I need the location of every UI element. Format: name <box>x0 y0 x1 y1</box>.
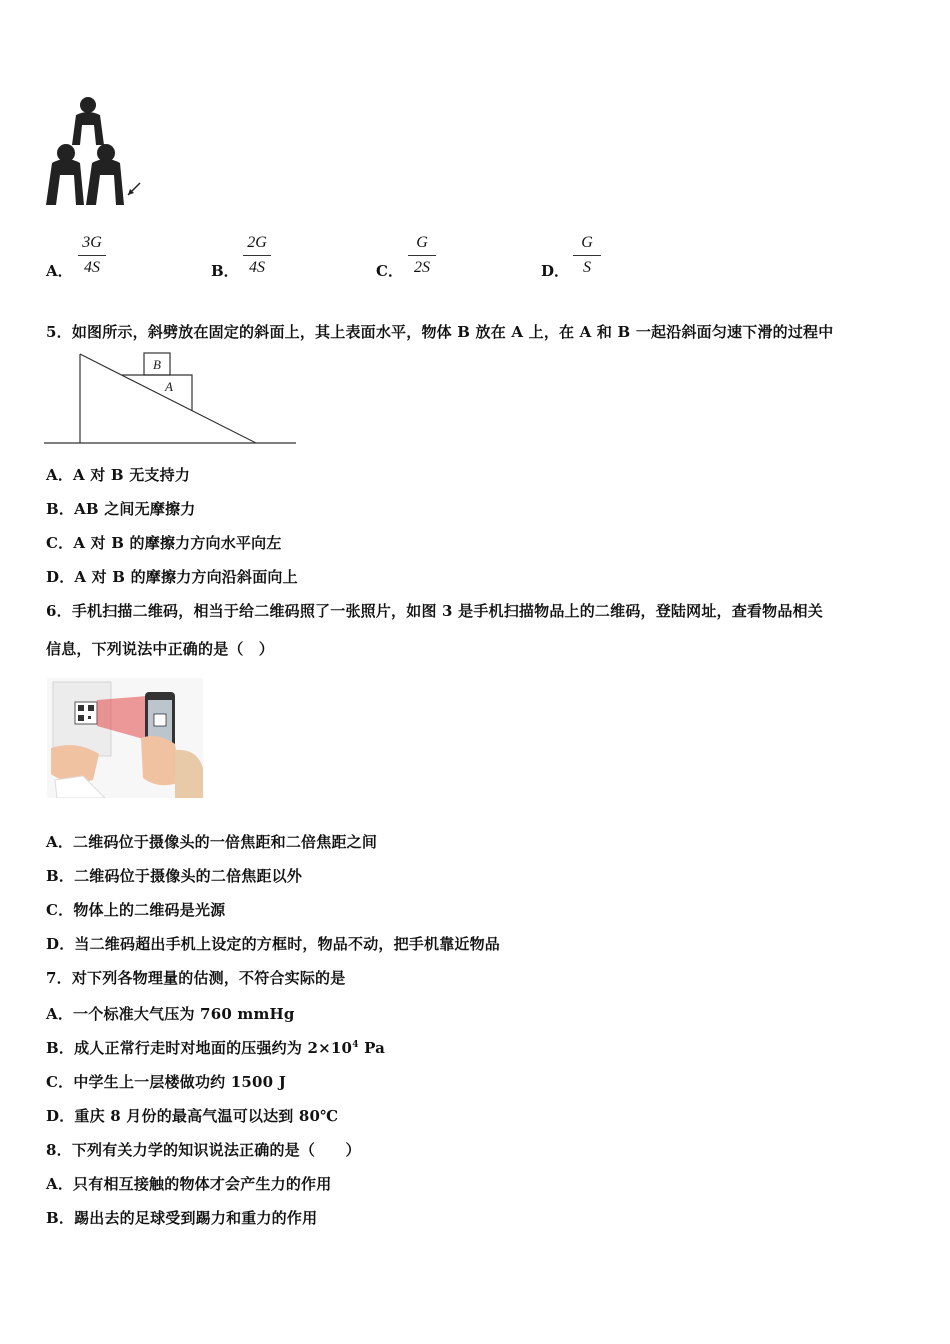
fraction: $\frac{2G}{4S}$ <box>243 234 271 277</box>
human-pyramid-figure <box>40 95 150 210</box>
block-b-label: B <box>153 357 161 372</box>
option-letter: B． <box>211 262 239 280</box>
q7-option-b-text: B．成人正常行走时对地面的压强约为 2×10 <box>46 1039 353 1057</box>
incline-figure <box>44 348 300 448</box>
q6-option-a[interactable]: A．二维码位于摄像头的一倍焦距和二倍焦距之间 <box>46 833 378 851</box>
q8-option-a[interactable]: A．只有相互接触的物体才会产生力的作用 <box>46 1175 332 1193</box>
option-letter: A． <box>46 262 73 280</box>
option-letter: D． <box>541 262 570 280</box>
exponent: 4 <box>352 1040 359 1050</box>
q5-option-b[interactable]: B．AB 之间无摩擦力 <box>46 500 196 518</box>
q7-option-a[interactable]: A．一个标准大气压为 760 mmHg <box>46 1005 295 1023</box>
q7-stem: 7．对下列各物理量的估测，不符合实际的是 <box>46 969 346 987</box>
q7-option-d[interactable]: D．重庆 8 月份的最高气温可以达到 80℃ <box>46 1107 339 1125</box>
q5-option-a[interactable]: A．A 对 B 无支持力 <box>46 466 191 484</box>
fraction: $\frac{G}{2S}$ <box>408 234 436 277</box>
q8-stem: 8．下列有关力学的知识说法正确的是（ ） <box>46 1141 361 1159</box>
q6-option-d[interactable]: D．当二维码超出手机上设定的方框时，物品不动，把手机靠近物品 <box>46 935 501 953</box>
q6-option-b[interactable]: B．二维码位于摄像头的二倍焦距以外 <box>46 867 303 885</box>
q6-option-c[interactable]: C．物体上的二维码是光源 <box>46 901 226 919</box>
q7-option-c[interactable]: C．中学生上一层楼做功约 1500 J <box>46 1073 287 1091</box>
q8-option-b[interactable]: B．踢出去的足球受到踢力和重力的作用 <box>46 1209 318 1227</box>
option-letter: C． <box>376 262 403 280</box>
q4-options <box>46 232 646 292</box>
fraction: $\frac{G}{S}$ <box>573 234 601 277</box>
q7-option-b[interactable] <box>46 1037 385 1058</box>
q5-stem: 5．如图所示，斜劈放在固定的斜面上，其上表面水平，物体 B 放在 A 上，在 A 和 B 一起沿斜面匀速下滑的过程中 <box>46 323 834 341</box>
q5-option-c[interactable]: C．A 对 B 的摩擦力方向水平向左 <box>46 534 282 552</box>
q5-option-d[interactable]: D．A 对 B 的摩擦力方向沿斜面向上 <box>46 568 298 586</box>
fraction: $\frac{3G}{4S}$ <box>78 234 106 277</box>
q6-stem-line2: 信息，下列说法中正确的是（ ） <box>46 640 275 658</box>
block-a-label: A <box>165 379 173 394</box>
q7-option-b-unit: Pa <box>358 1039 386 1057</box>
q6-stem-line1: 6．手机扫描二维码，相当于给二维码照了一张照片，如图 3 是手机扫描物品上的二维码，登陆网址，查看物品相关 <box>46 602 823 620</box>
qr-scan-photo <box>47 678 203 798</box>
